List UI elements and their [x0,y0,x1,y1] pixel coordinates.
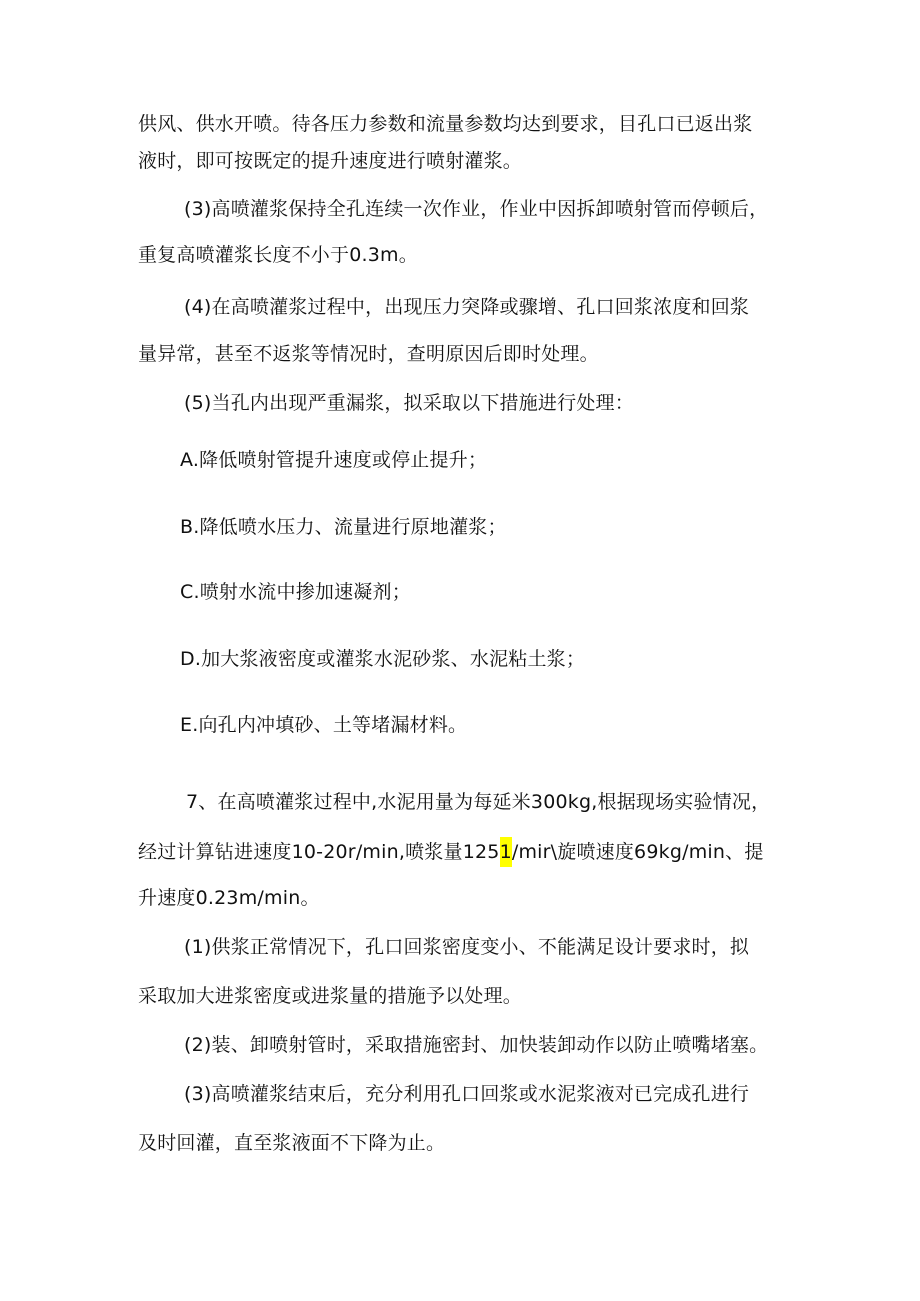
paragraph-line: 重复高喷灌浆长度不小于0.3m。 [138,244,418,266]
list-item: E.向孔内冲填砂、土等堵漏材料。 [180,714,468,736]
paragraph-line: 液时，即可按既定的提升速度进行喷射灌浆。 [138,150,523,172]
paragraph-line: 量异常，甚至不返浆等情况时，查明原因后即时处理。 [138,343,599,365]
paragraph-line: 采取加大进浆密度或进浆量的措施予以处理。 [138,985,523,1007]
list-item: A.降低喷射管提升速度或停止提升； [180,449,488,471]
paragraph-line: (3)高喷灌浆保持全孔连续一次作业，作业中因拆卸喷射管而停顿后， [184,198,769,220]
paragraph-line: 7、在高喷灌浆过程中,水泥用量为每延米300kg,根据现场实验情况， [186,791,771,813]
text-segment: /mir\旋喷速度69kg/min、提 [511,841,764,863]
paragraph-line: (5)当孔内出现严重漏浆，拟采取以下措施进行处理： [184,392,634,414]
highlighted-text: 1 [500,837,512,867]
paragraph-line: (2)装、卸喷射管时，采取措施密封、加快装卸动作以防止喷嘴堵塞。 [184,1034,769,1056]
text-segment: 经过计算钻进速度10-20r/min,喷浆量125 [138,841,500,863]
list-item: B.降低喷水压力、流量进行原地灌浆； [180,516,507,538]
list-item: C.喷射水流中掺加速凝剂； [180,581,411,603]
paragraph-line: 升速度0.23m/min。 [138,887,320,909]
paragraph-line: (3)高喷灌浆结束后，充分利用孔口回浆或水泥浆液对已完成孔进行 [184,1083,750,1105]
list-item: D.加大浆液密度或灌浆水泥砂浆、水泥粘土浆； [180,648,586,670]
paragraph-line: 及时回灌，直至浆液面不下降为止。 [138,1132,446,1154]
paragraph-line: 供风、供水开喷。待各压力参数和流量参数均达到要求，目孔口已返出浆 [138,113,753,135]
paragraph-line: (1)供浆正常情况下，孔口回浆密度变小、不能满足设计要求时，拟 [184,936,750,958]
paragraph-line: (4)在高喷灌浆过程中，出现压力突降或骤增、孔口回浆浓度和回浆 [184,296,750,318]
paragraph-line [138,839,764,865]
